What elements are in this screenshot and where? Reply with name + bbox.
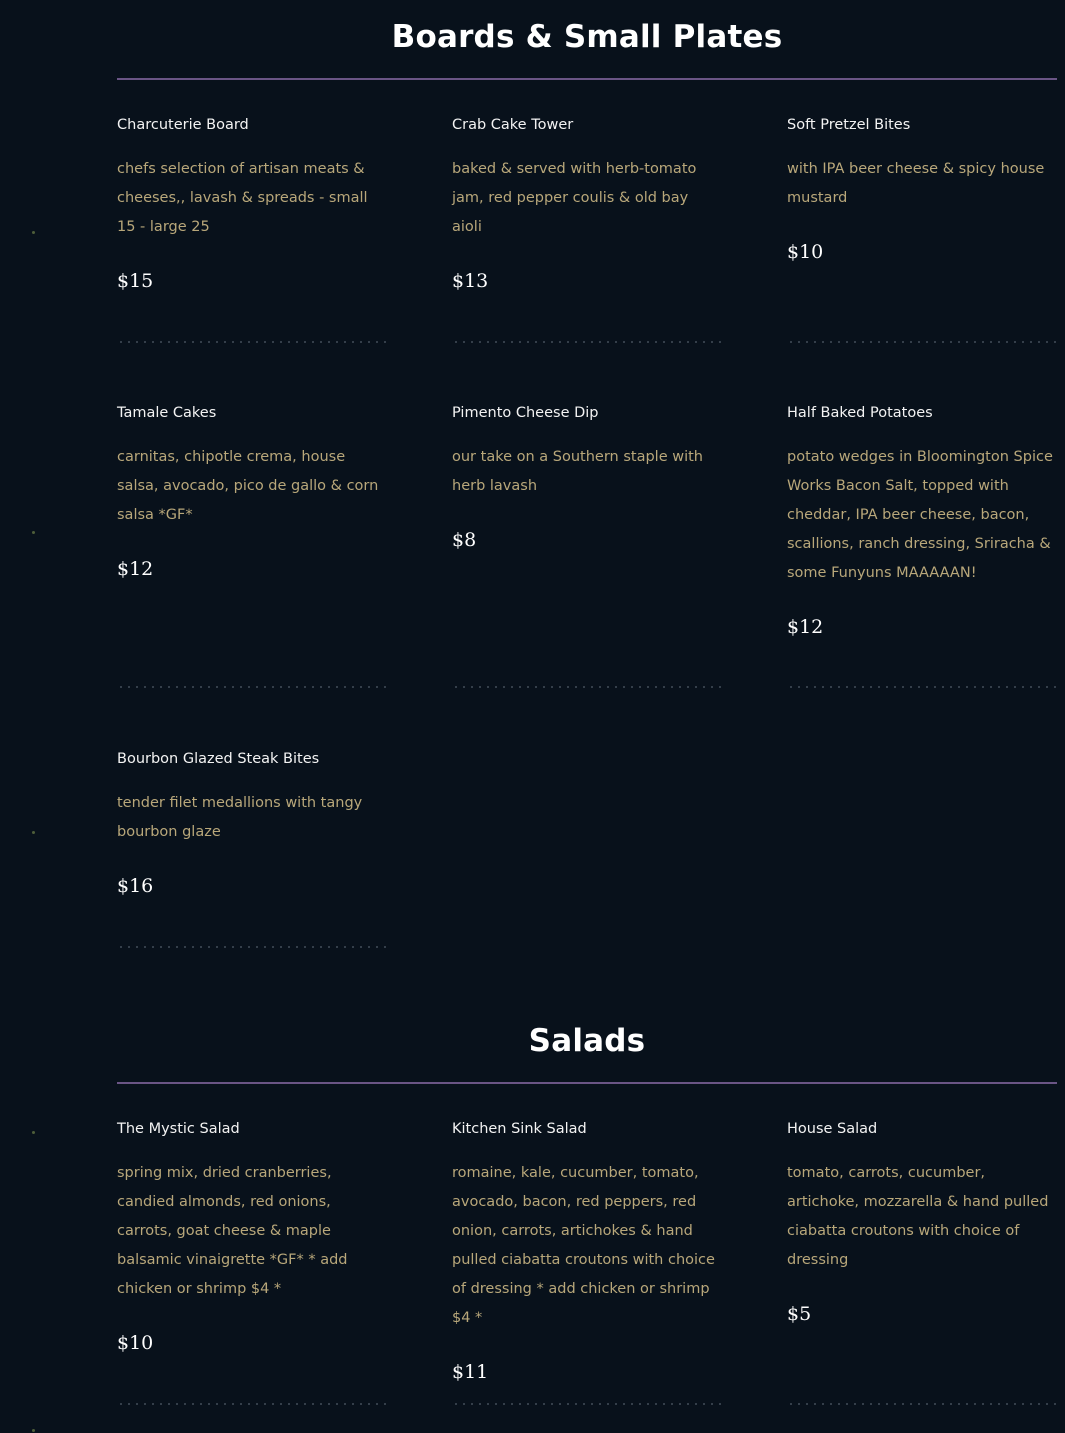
section-divider [117,78,1057,80]
dotted-divider [452,1403,722,1405]
item-description: romaine, kale, cucumber, tomato, avocado, bacon, red peppers, red onion, carrots, artichokes & hand pulled ciabatta croutons with choice of dressing * add chicken or shrimp $4 * [452,1165,715,1326]
item-price: $10 [117,1332,154,1354]
item-name: The Mystic Salad [117,1121,240,1137]
item-name: Kitchen Sink Salad [452,1121,587,1137]
item-description: chefs selection of artisan meats & cheeses,, lavash & spreads - small 15 - large 25 [117,161,368,235]
rail-dot [32,531,35,534]
item-name: Bourbon Glazed Steak Bites [117,751,320,767]
item-price: $16 [117,875,154,897]
menu-item [787,115,1057,264]
section-title: Salads [528,1023,646,1059]
dotted-divider [452,686,722,688]
item-price: $12 [117,558,154,580]
rail-dot [32,231,35,234]
menu-item [117,403,387,581]
item-description: tender filet medallions with tangy bourbon glaze [117,795,363,840]
dotted-divider [787,341,1057,343]
item-name: Soft Pretzel Bites [787,117,911,133]
item-name: Crab Cake Tower [452,117,574,133]
dotted-divider [117,946,387,948]
menu-item [452,403,722,552]
menu-item [787,403,1057,639]
item-price: $11 [452,1361,489,1383]
item-price: $5 [787,1303,812,1325]
dotted-divider [787,686,1057,688]
item-name: House Salad [787,1121,878,1137]
menu-item [117,115,387,293]
menu-section-salads [117,1004,1057,1433]
item-name: Half Baked Potatoes [787,405,933,421]
item-name: Pimento Cheese Dip [452,405,599,421]
menu-item [452,115,722,293]
rail-dot [32,831,35,834]
dotted-divider [117,686,387,688]
item-description: carnitas, chipotle crema, house salsa, avocado, pico de gallo & corn salsa *GF* [117,449,379,523]
item-description: our take on a Southern staple with herb lavash [452,449,703,494]
item-description: with IPA beer cheese & spicy house mustard [787,161,1045,206]
menu-item [452,1119,722,1384]
section-title: Boards & Small Plates [391,19,783,55]
dotted-divider [117,1403,387,1405]
section-divider [117,1082,1057,1084]
item-price: $10 [787,241,824,263]
menu-item [117,749,387,898]
item-name: Tamale Cakes [117,405,217,421]
dotted-divider [452,341,722,343]
item-description: spring mix, dried cranberries, candied almonds, red onions, carrots, goat cheese & maple balsamic vinaigrette *GF* * add chicken or shrimp $4 * [117,1165,348,1297]
rail-dot [32,1131,35,1134]
dotted-divider [787,1403,1057,1405]
item-name: Charcuterie Board [117,117,249,133]
item-price: $13 [452,270,489,292]
item-price: $15 [117,270,154,292]
menu-section-boards [117,0,1057,980]
item-description: tomato, carrots, cucumber, artichoke, mozzarella & hand pulled ciabatta croutons with choice of dressing [787,1165,1049,1268]
dotted-divider [117,341,387,343]
item-price: $8 [452,529,477,551]
menu-item [117,1119,387,1355]
item-description: baked & served with herb-tomato jam, red pepper coulis & old bay aioli [452,161,697,235]
rail-dot [32,1429,35,1432]
menu-item [787,1119,1057,1326]
item-price: $12 [787,616,824,638]
item-description: potato wedges in Bloomington Spice Works Bacon Salt, topped with cheddar, IPA beer cheese, bacon, scallions, ranch dressing, Sriracha & some Funyuns MAAAAAN! [787,449,1053,581]
